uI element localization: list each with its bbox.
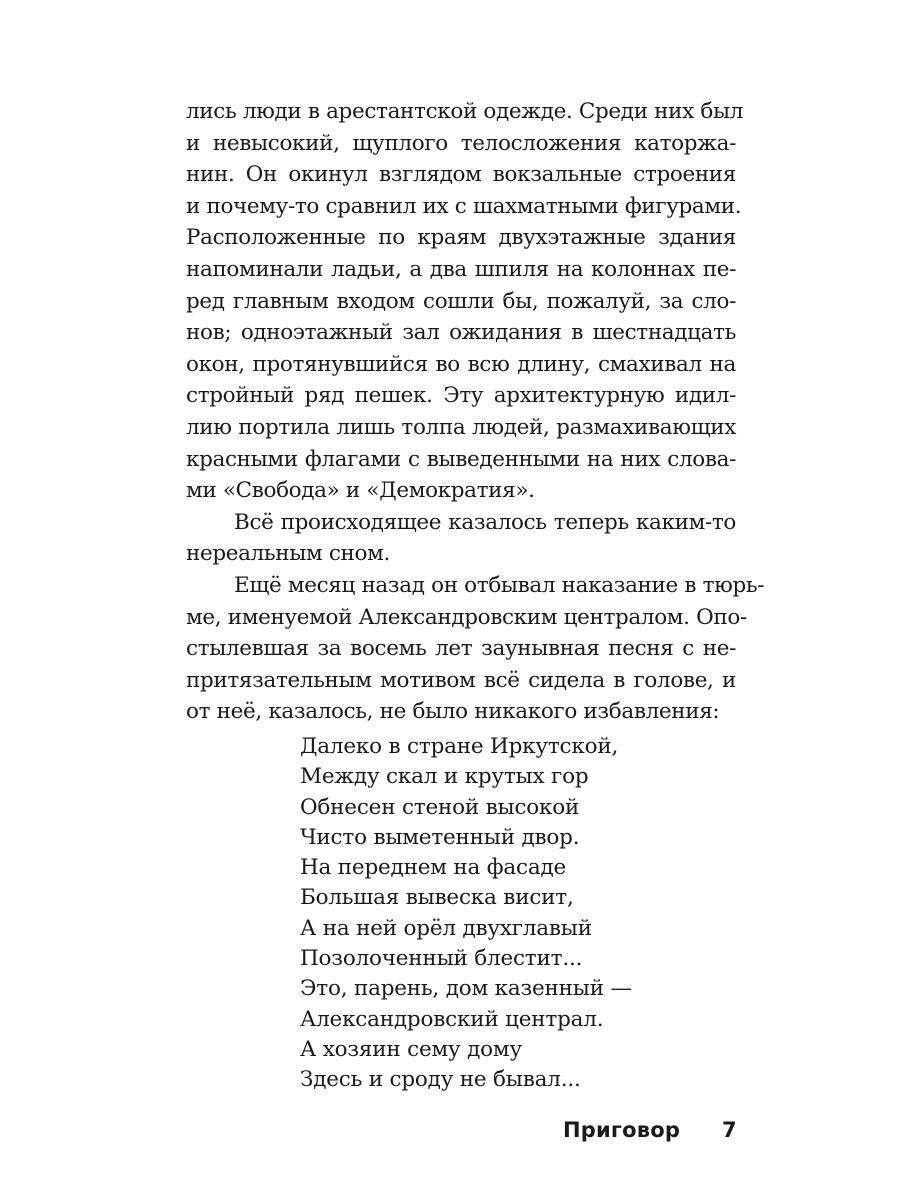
text-line: нин. Он окинул взглядом вокзальные строения <box>186 162 736 188</box>
poem-line: Далеко в стране Иркутской, <box>300 734 619 759</box>
text-line: окон, протянувшийся во всю длину, смахивал на <box>186 351 736 377</box>
body-text <box>186 96 765 728</box>
poem-line: Александровский централ. <box>300 1006 604 1032</box>
poem-line: Между скал и крутых гор <box>300 764 589 790</box>
poem-line: На переднем на фасаде <box>300 855 567 881</box>
text-line: и почему-то сравнил их с шахматными фигурами. <box>186 193 742 219</box>
text-line: и невысокий, щуплого телосложения каторжа- <box>186 130 736 156</box>
text-line: Ещё месяц назад он отбывал наказание в тюрь- <box>234 572 765 598</box>
poem-line: Это, парень, дом казенный — <box>300 976 632 1002</box>
text-line: лию портила лишь толпа людей, размахивающих <box>186 414 736 440</box>
poem-line: Обнесен стеной высокой <box>300 794 580 820</box>
running-title: Приговор <box>563 1118 681 1142</box>
text-line: Расположенные по краям двухэтажные здания <box>186 225 736 251</box>
poem-line: Большая вывеска висит, <box>300 885 574 911</box>
text-line: лись люди в арестантской одежде. Среди них был <box>186 99 744 124</box>
text-line: от неё, казалось, не было никакого избавления: <box>186 699 720 725</box>
poem-line: Чисто выметенный двор. <box>300 824 580 850</box>
poem-line: Здесь и сроду не бывал... <box>300 1067 581 1093</box>
poem-block <box>300 732 720 1096</box>
poem-line: А на ней орёл двухглавый <box>300 915 592 941</box>
text-line: ми «Свобода» и «Демократия». <box>186 478 535 504</box>
text-line: Всё происходящее казалось теперь каким-то <box>234 509 736 535</box>
text-line: ме, именуемой Александровским централом. Опо- <box>186 604 747 630</box>
text-line: нереальным сном. <box>186 541 390 567</box>
poem-line: А хозяин сему дому <box>300 1036 522 1062</box>
text-line: стройный ряд пешек. Эту архитектурную идил- <box>186 383 736 409</box>
page-number: 7 <box>722 1118 737 1142</box>
text-line: стылевшая за восемь лет заунывная песня с не- <box>186 636 736 662</box>
text-line: нов; одноэтажный зал ожидания в шестнадцать <box>186 320 736 346</box>
text-line: притязательным мотивом всё сидела в голове, и <box>186 667 736 693</box>
poem-line: Позолоченный блестит... <box>300 946 583 972</box>
text-line: красными флагами с выведенными на них слова- <box>186 446 736 472</box>
text-line: ред главным входом сошли бы, пожалуй, за сло- <box>186 288 736 314</box>
text-line: напоминали ладьи, а два шпиля на колоннах пе- <box>186 256 736 282</box>
